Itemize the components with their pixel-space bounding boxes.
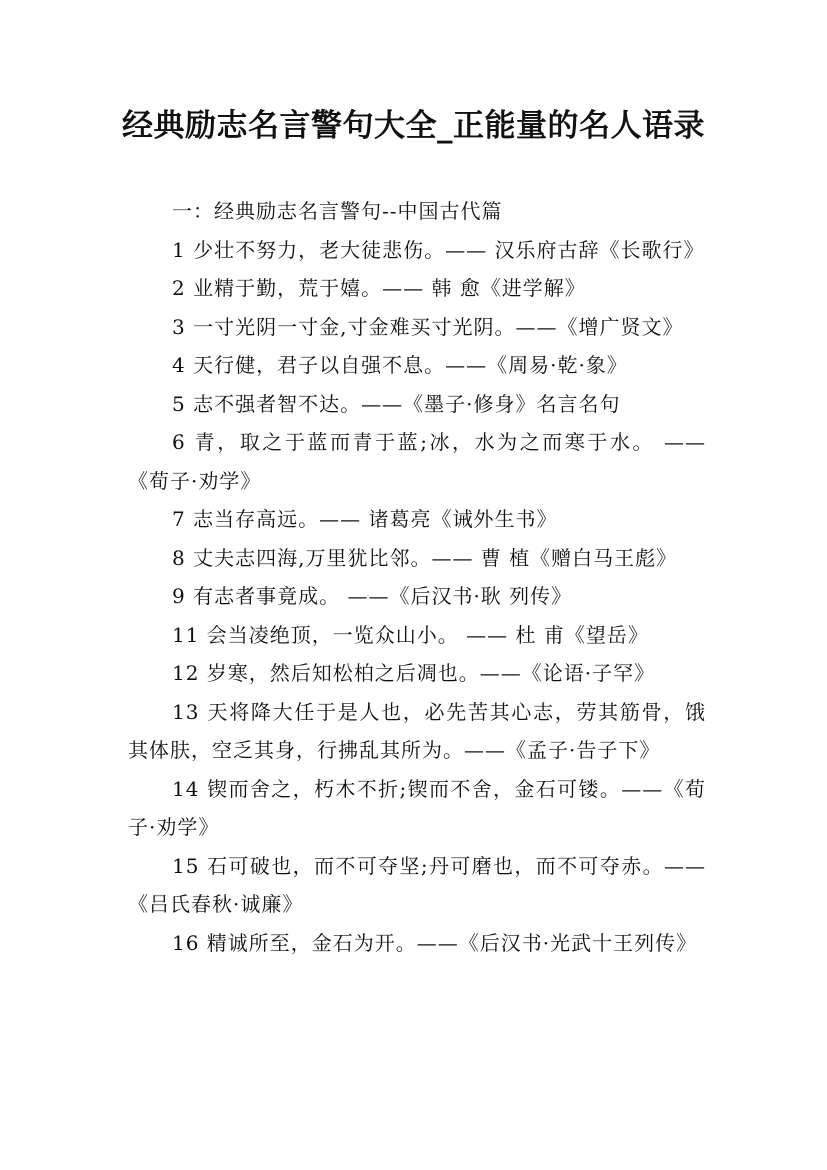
quote-paragraph: 16 精诚所至，金石为开。——《后汉书·光武十王列传》 bbox=[172, 930, 698, 955]
quote-paragraph: 2 业精于勤，荒于嬉。—— 韩 愈《进学解》 bbox=[172, 276, 586, 300]
quote-paragraph: 1 少壮不努力，老大徒悲伤。—— 汉乐府古辞《长歌行》 bbox=[172, 237, 705, 262]
quote-paragraph: 5 志不强者智不达。——《墨子·修身》名言名句 bbox=[172, 391, 621, 416]
quote-paragraph: 13 天将降大任于是人也，必先苦其心志，劳其筋骨，饿其体肤，空乏其身，行拂乱其所为。——《孟子·告子下》 bbox=[128, 699, 706, 762]
quote-paragraph: 8 丈夫志四海,万里犹比邻。—— 曹 植《赠白马王彪》 bbox=[172, 545, 678, 570]
quote-paragraph: 14 锲而舍之，朽木不折;锲而不舍，金石可镂。——《荀子·劝学》 bbox=[128, 776, 706, 839]
section-heading: 一：经典励志名言警句--中国古代篇 bbox=[172, 199, 503, 223]
quote-paragraph: 12 岁寒，然后知松柏之后凋也。——《论语·子罕》 bbox=[172, 661, 656, 685]
quote-paragraph: 9 有志者事竟成。 ——《后汉书·耿 列传》 bbox=[172, 584, 573, 608]
quote-paragraph: 11 会当凌绝顶，一览众山小。 —— 杜 甫《望岳》 bbox=[172, 622, 649, 647]
quote-paragraph: 15 石可破也，而不可夺坚;丹可磨也，而不可夺赤。——《吕氏春秋·诚廉》 bbox=[128, 853, 706, 916]
quote-paragraph: 7 志当存高远。—— 诸葛亮《诫外生书》 bbox=[172, 507, 558, 531]
quote-paragraph: 6 青，取之于蓝而青于蓝;冰，水为之而寒于水。 ——《荀子·劝学》 bbox=[128, 430, 706, 493]
document-title: 经典励志名言警句大全_正能量的名人语录 bbox=[122, 108, 705, 144]
document-body bbox=[128, 192, 706, 962]
quote-paragraph: 3 一寸光阴一寸金,寸金难买寸光阴。——《增广贤文》 bbox=[172, 314, 684, 339]
quote-paragraph: 4 天行健，君子以自强不息。——《周易·乾·象》 bbox=[172, 353, 628, 377]
